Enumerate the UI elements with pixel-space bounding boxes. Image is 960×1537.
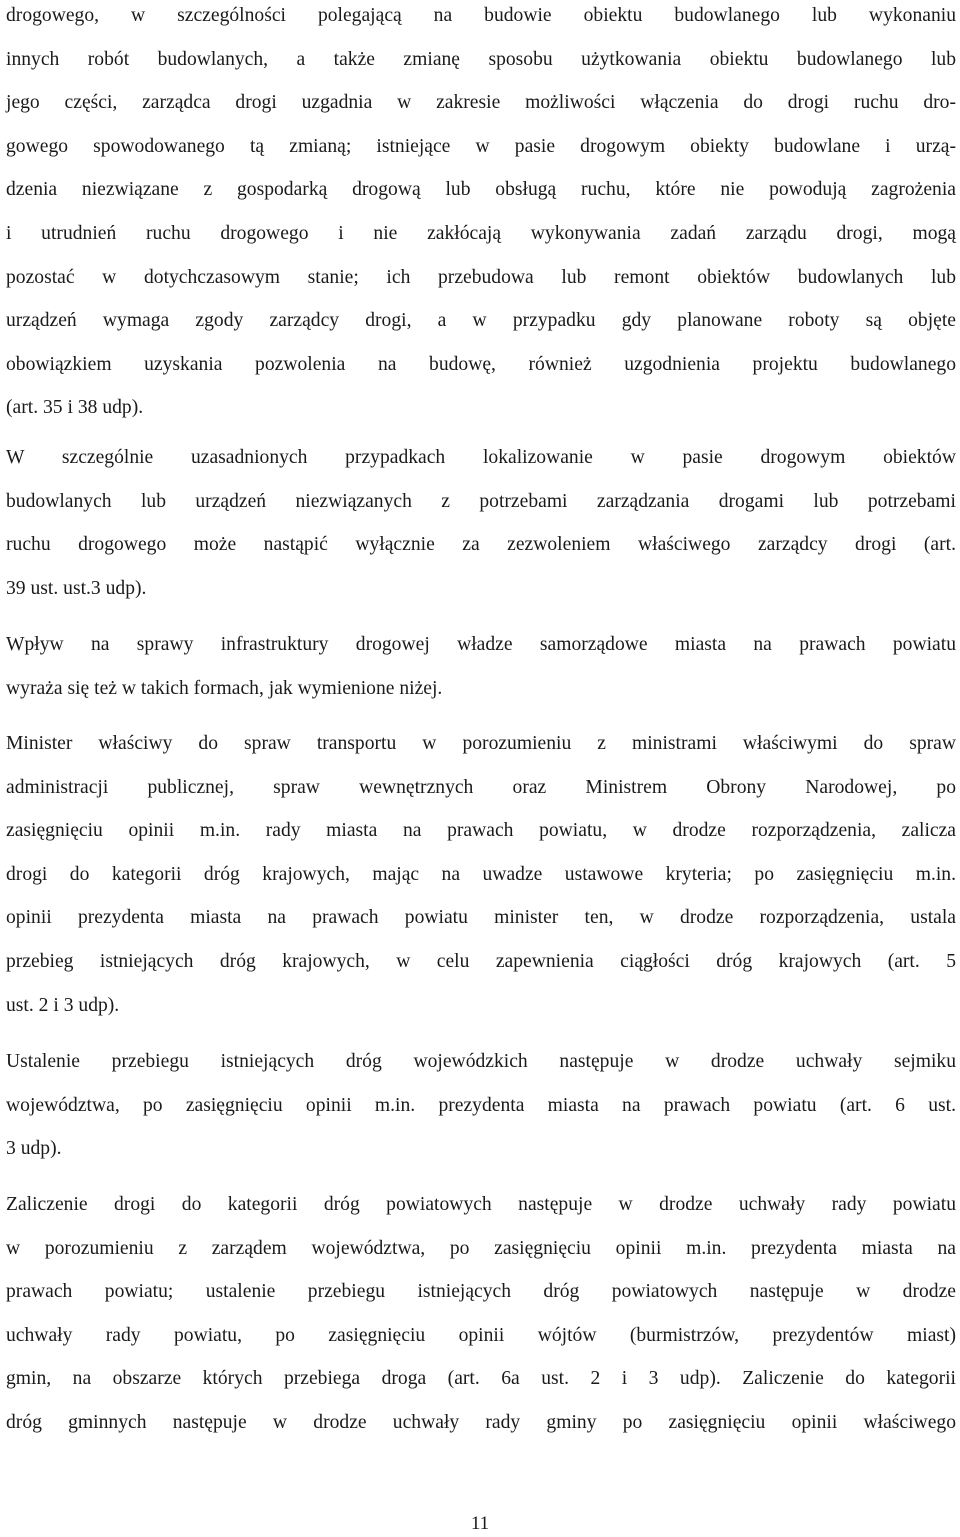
text-line: uchwały rady powiatu, po zasięgnięciu opinii wójtów (burmistrzów, prezydentów miast) <box>6 1324 956 1346</box>
text-line: przebieg istniejących dróg krajowych, w celu zapewnienia ciągłości dróg krajowych (art. 5 <box>6 950 956 972</box>
text-line: gmin, na obszarze których przebiega droga (art. 6a ust. 2 i 3 udp). Zaliczenie do kategorii <box>6 1368 956 1390</box>
text-line: 39 ust. ust.3 udp). <box>6 577 147 599</box>
paragraph-5 <box>6 1040 956 1171</box>
text-line: w porozumieniu z zarządem województwa, po zasięgnięciu opinii m.in. prezydenta miasta na <box>6 1237 956 1259</box>
paragraph-4 <box>6 722 956 1027</box>
text-line: Zaliczenie drogi do kategorii dróg powiatowych następuje w drodze uchwały rady powiatu <box>6 1194 956 1215</box>
text-line: dróg gminnych następuje w drodze uchwały rady gminy po zasięgnięciu opinii właściwego <box>6 1411 956 1433</box>
text-line: gowego spowodowanego tą zmianą; istniejące w pasie drogowym obiekty budowlane i urzą- <box>6 135 956 157</box>
text-line: dzenia niezwiązane z gospodarką drogową lub obsługą ruchu, które nie powodują zagrożenia <box>6 179 956 201</box>
text-line: jego części, zarządca drogi uzgadnia w zakresie możliwości włączenia do drogi ruchu dro- <box>6 92 956 114</box>
text-line: województwa, po zasięgnięciu opinii m.in. prezydenta miasta na prawach powiatu (art. 6 ust. <box>6 1094 956 1116</box>
text-line: zasięgnięciu opinii m.in. rady miasta na prawach powiatu, w drodze rozporządzenia, zalicza <box>6 820 956 842</box>
text-line: pozostać w dotychczasowym stanie; ich przebudowa lub remont obiektów budowlanych lub <box>6 266 956 288</box>
text-line: wyraża się też w takich formach, jak wymienione niżej. <box>6 677 443 699</box>
text-line: Ustalenie przebiegu istniejących dróg wojewódzkich następuje w drodze uchwały sejmiku <box>6 1051 956 1072</box>
paragraph-2 <box>6 436 956 610</box>
text-line: budowlanych lub urządzeń niezwiązanych z potrzebami zarządzania drogami lub potrzebami <box>6 490 956 512</box>
text-line: drogowego, w szczególności polegającą na budowie obiektu budowlanego lub wykonaniu <box>6 5 956 26</box>
paragraph-6 <box>6 1183 956 1445</box>
text-line: ruchu drogowego może nastąpić wyłącznie za zezwoleniem właściwego zarządcy drogi (art. <box>6 534 956 556</box>
text-line: ust. 2 i 3 udp). <box>6 994 120 1016</box>
text-line: administracji publicznej, spraw wewnętrznych oraz Ministrem Obrony Narodowej, po <box>6 776 956 798</box>
text-line: innych robót budowlanych, a także zmianę sposobu użytkowania obiektu budowlanego lub <box>6 48 956 70</box>
text-line: i utrudnień ruchu drogowego i nie zakłócają wykonywania zadań zarządu drogi, mogą <box>6 222 956 244</box>
page-number: 11 <box>470 1513 490 1534</box>
text-line: obowiązkiem uzyskania pozwolenia na budowę, również uzgodnienia projektu budowlanego <box>6 353 956 375</box>
text-line: drogi do kategorii dróg krajowych, mając na uwadze ustawowe kryteria; po zasięgnięciu m.in. <box>6 863 956 885</box>
text-line: Minister właściwy do spraw transportu w porozumieniu z ministrami właściwymi do spraw <box>6 733 956 754</box>
text-line: urządzeń wymaga zgody zarządcy drogi, a w przypadku gdy planowane roboty są objęte <box>6 310 956 332</box>
text-line: W szczególnie uzasadnionych przypadkach lokalizowanie w pasie drogowym obiektów <box>6 447 956 468</box>
text-line: prawach powiatu; ustalenie przebiegu istniejących dróg powiatowych następuje w drodze <box>6 1281 956 1303</box>
paragraph-1 <box>6 0 956 430</box>
text-line: (art. 35 i 38 udp). <box>6 397 144 419</box>
text-line: 3 udp). <box>6 1138 62 1160</box>
text-line: opinii prezydenta miasta na prawach powiatu minister ten, w drodze rozporządzenia, ustala <box>6 907 956 929</box>
paragraph-3 <box>6 623 956 710</box>
text-line: Wpływ na sprawy infrastruktury drogowej władze samorządowe miasta na prawach powiatu <box>6 634 956 655</box>
